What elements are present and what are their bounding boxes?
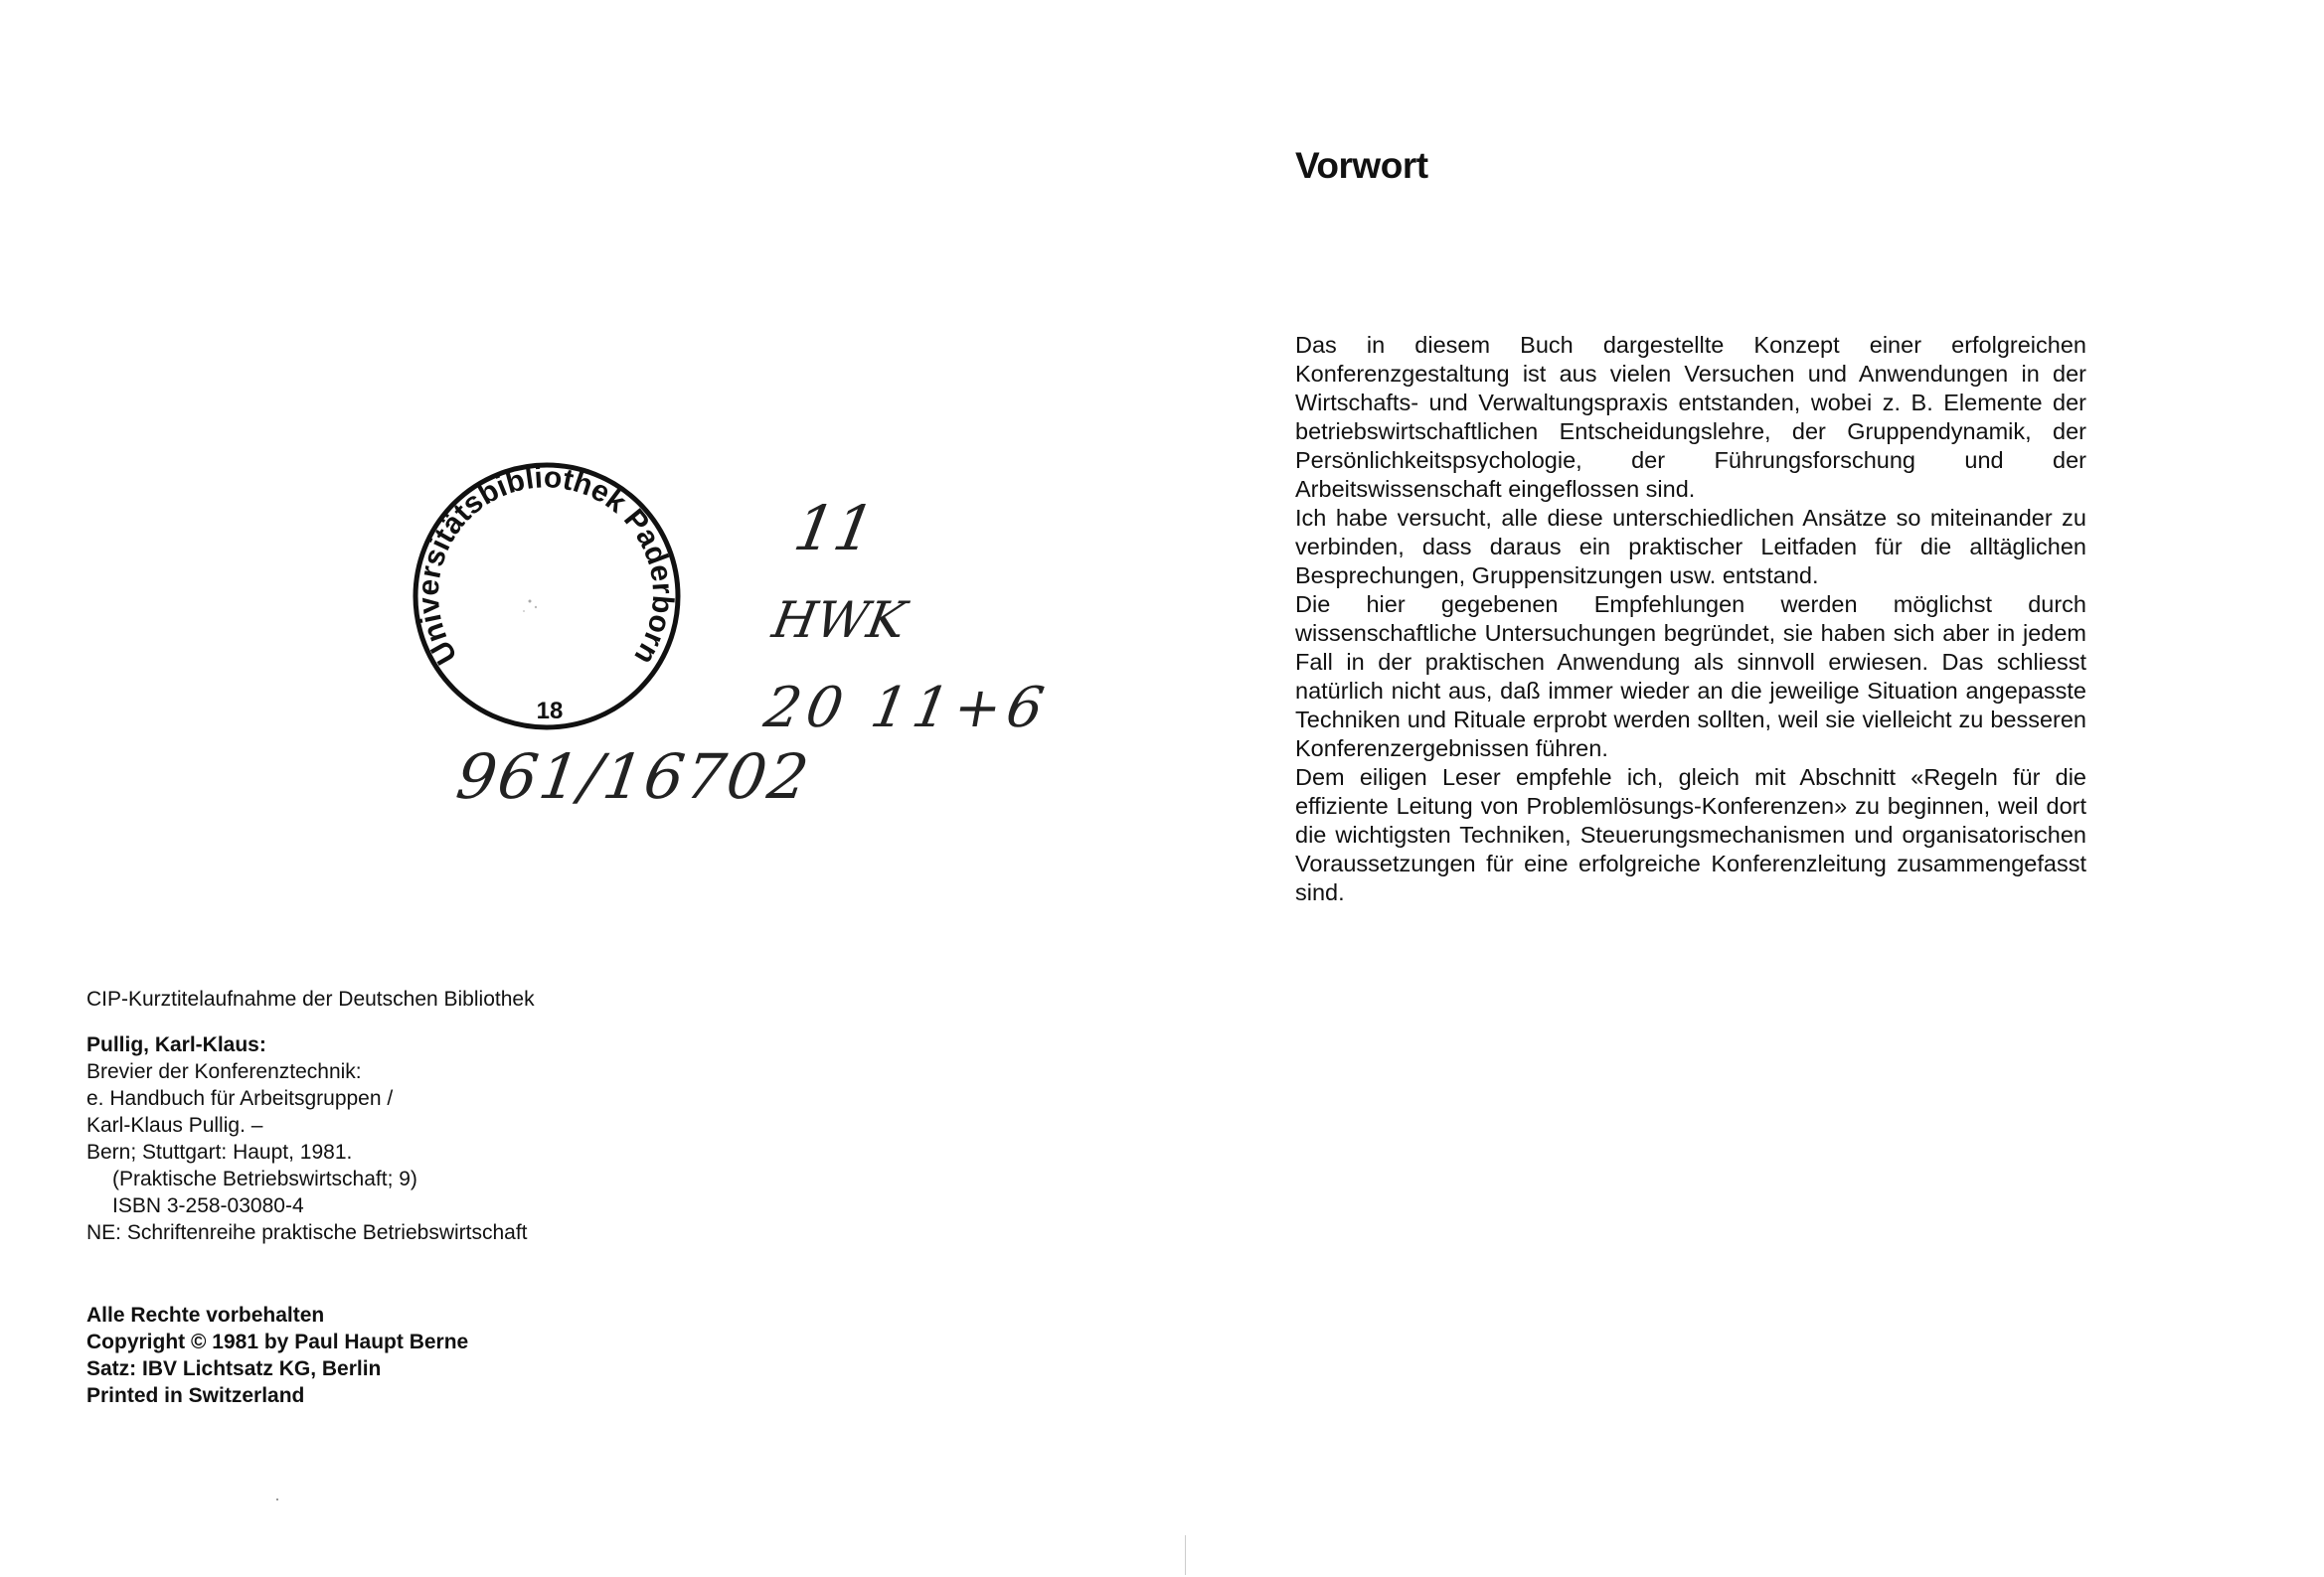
rights-line: Alle Rechte vorbehalten xyxy=(86,1304,325,1327)
scan-speck xyxy=(276,1498,278,1500)
stamp-arc-text: Universitätsbibliothek Paderborn xyxy=(412,461,680,671)
handwritten-accession-number: 961/16702 xyxy=(451,740,815,813)
scan-fold-mark xyxy=(1185,1535,1186,1575)
foreword-text xyxy=(1295,331,2086,907)
cip-isbn-line: ISBN 3-258-03080-4 xyxy=(112,1194,304,1217)
cip-line: e. Handbuch für Arbeitsgruppen / xyxy=(86,1087,394,1110)
right-page xyxy=(1162,0,2324,1577)
cip-record xyxy=(86,986,782,1246)
cip-line: Karl-Klaus Pullig. – xyxy=(86,1114,263,1137)
cip-ne-line: NE: Schriftenreihe praktische Betriebswirtschaft xyxy=(86,1221,528,1244)
library-stamp xyxy=(403,452,691,740)
rights-block xyxy=(86,1302,468,1409)
cip-author: Pullig, Karl-Klaus: xyxy=(86,1033,266,1056)
cip-line: Brevier der Konferenztechnik: xyxy=(86,1060,362,1083)
library-stamp-graphic xyxy=(403,452,691,740)
foreword-paragraph: Ich habe versucht, alle diese unterschiedlichen Ansätze so miteinander zu verbinden, dass daraus ein praktischer Leitfaden für die alltäglichen Besprechungen, Gruppensitzungen usw. entstand. xyxy=(1295,505,2086,588)
handwritten-note-line-2: HWK xyxy=(767,591,911,649)
rights-line: Printed in Switzerland xyxy=(86,1384,305,1407)
cip-line: Bern; Stuttgart: Haupt, 1981. xyxy=(86,1141,353,1164)
foreword-paragraph: Die hier gegebenen Empfehlungen werden möglichst durch wissenschaftliche Untersuchungen begründet, sie haben sich aber in jedem Fall in der praktischen Anwendung als sinnvoll erwiesen. Das schliesst natürlich nicht aus, daß immer wieder an die jeweilige Situation angepasste Techniken und Rituale erprobt werden sollten, weil sie vielleicht zu besseren Konferenzergebnissen führen. xyxy=(1295,591,2086,761)
handwritten-note-line-3: 20 11+6 xyxy=(759,676,1055,740)
rights-line: Satz: IBV Lichtsatz KG, Berlin xyxy=(86,1357,382,1380)
stamp-number: 18 xyxy=(536,698,564,724)
foreword-paragraph: Das in diesem Buch dargestellte Konzept einer erfolgreichen Konferenzgestaltung ist aus vielen Versuchen und Anwendungen in der Wirtschafts- und Verwaltungspraxis entstanden, wobei z. B. Elemente der betriebswirtschaftlichen Entscheidungslehre, der Gruppendynamik, der Persönlichkeitspsychologie, der Führungsforschung und der Arbeitswissenschaft eingeflossen sind. xyxy=(1295,332,2086,502)
foreword-paragraph: Dem eiligen Leser empfehle ich, gleich mit Abschnitt «Regeln für die effiziente Leitung von Problemlösungs-Konferenzen» zu beginnen, weil dort die wichtigsten Techniken, Steuerungsmechanismen und organisatorischen Voraussetzungen für eine erfolgreiche Konferenzleitung zusammengefasst sind. xyxy=(1295,764,2086,905)
handwritten-note-line-1: 11 xyxy=(788,492,881,564)
cip-series-line: (Praktische Betriebswirtschaft; 9) xyxy=(112,1168,417,1190)
page-title: Vorwort xyxy=(1295,145,1428,186)
cip-heading: CIP-Kurztitelaufnahme der Deutschen Bibliothek xyxy=(86,988,535,1011)
rights-line: Copyright © 1981 by Paul Haupt Berne xyxy=(86,1331,469,1353)
